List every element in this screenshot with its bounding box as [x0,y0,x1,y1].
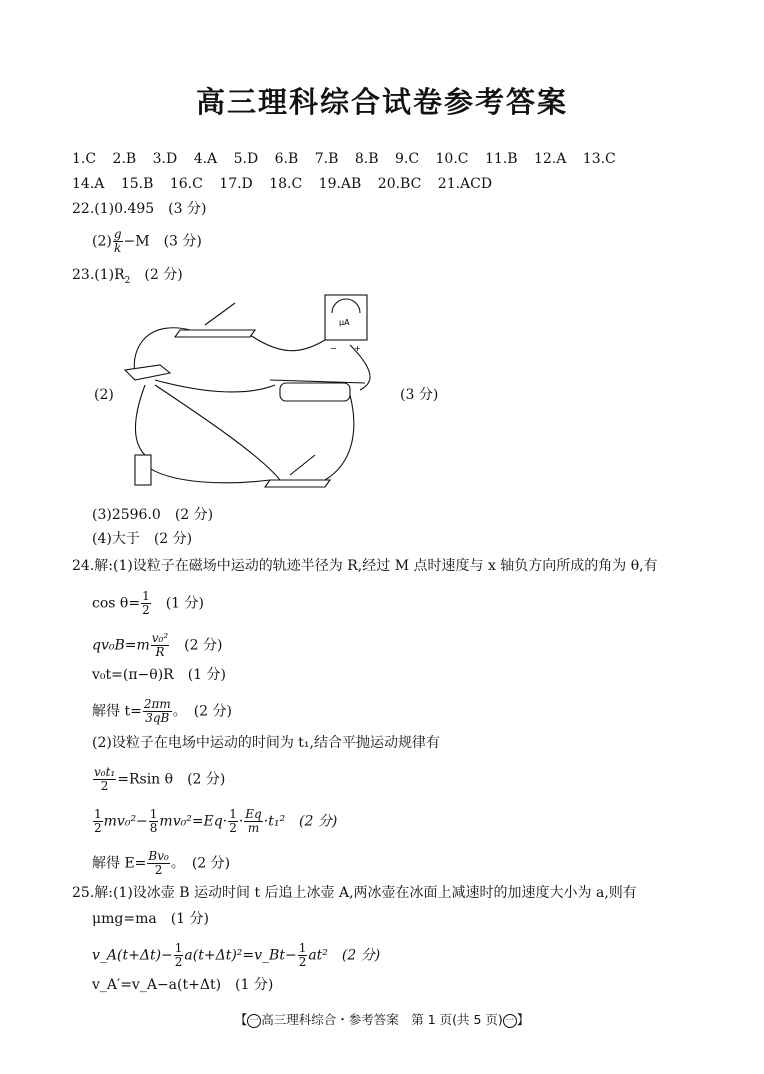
mc-answer: 17.D [219,176,253,192]
q22-part2: (2) $\frac{g}{k}$ −M (3 分) [92,227,202,255]
mc-answer: 5.D [233,151,259,167]
mc-answer: 10.C [435,151,469,167]
mc-answer: 12.A [533,151,567,167]
mc-answer: 9.C [394,151,420,167]
q24-eq6: $\frac{1}{2}$ mv₀²− $\frac{1}{8}$ mv₀²=Eq· $\frac{1}{2}$ · $\frac{Eq}{m}$ ·t₁² (2 分) [94,807,338,835]
switch-base [175,330,255,337]
q23-part1: $23.(1)R_2$ (2 分) [72,267,183,286]
rheostat-coil [280,383,350,401]
q25-eq1: μmg=ma (1 分) [92,911,209,927]
q24-intro: 24.解:(1)设粒子在磁场中运动的轨迹半径为 R,经过 M 点时速度与 x 轴负方向所成的角为 θ,有 [72,558,658,574]
mc-answer: 11.B [484,151,518,167]
q24-eq1: cos θ= $\frac{1}{2}$ (1 分) [92,589,204,617]
mc-answer: 13.C [582,151,616,167]
mc-answer: 4.A [193,151,218,167]
mc-answer: 1.C [72,151,97,167]
mc-answers-row1 [72,150,626,168]
footer-mark: 一 [503,1014,517,1028]
mc-answer: 15.B [120,176,154,192]
wire [155,380,275,392]
q24-part2-intro: (2)设粒子在电场中运动的时间为 t₁,结合平抛运动规律有 [92,735,440,751]
footer-mark: 一 [247,1014,261,1028]
q23-part2-score: (3 分) [400,387,439,403]
meter-minus: − [330,344,337,353]
q23-part4: (4)大于 (2 分) [92,531,193,547]
q23-part2-label: (2) [94,387,114,403]
page-footer: 【 一 高三理科综合・参考答案 第 1 页(共 5 页) 一 】 [234,1012,530,1027]
wire [250,335,325,351]
mc-answer: 21.ACD [437,176,493,192]
mc-answer: 7.B [314,151,339,167]
mc-answer: 8.B [354,151,379,167]
mc-answer: 6.B [274,151,299,167]
battery [135,455,151,485]
switch-lever [290,455,315,475]
resistance-box [125,365,170,380]
mc-answer: 3.D [152,151,178,167]
q24-eq7: 解得 E= $\frac{\text{Bv₀}}{2}$ 。 (2 分) [92,849,231,877]
wire [136,385,145,455]
mc-answer: 18.C [269,176,303,192]
meter-label: μA [339,318,350,327]
q25-intro: 25.解:(1)设冰壶 B 运动时间 t 后追上冰壶 A,两冰壶在冰面上减速时的加速度大小为 a,则有 [72,885,637,901]
mc-answer: 14.A [72,176,105,192]
q24-eq5: $\frac{\text{v₀t₁}}{2}$ =Rsin θ (2 分) [94,765,226,793]
wire [145,465,270,483]
mc-answer: 19.AB [318,176,362,192]
q25-eq2: v_A(t+Δt)− $\frac{1}{2}$ a(t+Δt)²=v_Bt− $\frac{1}{2}$ at² (2 分) [92,941,381,969]
page-title: 高三理科综合试卷参考答案 [195,85,568,119]
switch-lever [205,303,235,325]
q24-eq3: v₀t=(π−θ)R (1 分) [92,667,226,683]
wire [325,395,354,480]
q24-eq2: qv₀B=m $\frac{\text{v₀²}}{R}$ (2 分) [92,631,223,659]
mc-answer: 2.B [112,151,137,167]
mc-answer: 20.BC [377,176,422,192]
mc-answer: 16.C [169,176,203,192]
switch-base [265,480,330,487]
q24-eq4: 解得 t= $\frac{2\pi m}{3qB}$ 。 (2 分) [92,697,232,725]
mc-answers-row2 [72,175,502,193]
circuit-diagram [110,285,380,500]
wire [155,385,280,480]
q25-eq3: v_A′=v_A−a(t+Δt) (1 分) [92,977,274,993]
meter-plus: + [354,344,361,353]
q22-part1: 22.(1)0.495 (3 分) [72,201,207,217]
q23-part3: (3)2596.0 (2 分) [92,507,214,523]
